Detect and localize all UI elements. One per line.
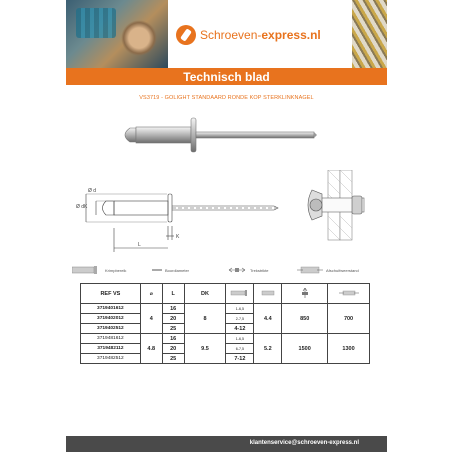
shear-icon bbox=[339, 289, 359, 297]
header-dk: DK bbox=[184, 284, 226, 304]
technical-sheet-page bbox=[66, 0, 387, 452]
tensile-icon bbox=[227, 266, 247, 274]
installed-rivet-drawing bbox=[308, 170, 364, 240]
header-shear-icon bbox=[328, 284, 370, 304]
header-banner bbox=[66, 0, 387, 68]
table-row: 3719481612 4.8 16 9.5 1-6,5 5.2 1500 1300 bbox=[81, 334, 370, 344]
tools-photo bbox=[66, 0, 168, 68]
header-ref: REF VS bbox=[81, 284, 141, 304]
dim-k-label: K bbox=[176, 234, 180, 240]
page-title: Technisch blad bbox=[183, 69, 270, 84]
header-grip-icon bbox=[226, 284, 254, 304]
legend-item-afschuifweerstand: Afschuifweerstand bbox=[297, 266, 359, 274]
tensile-icon bbox=[298, 288, 312, 298]
grip-range-icon bbox=[230, 289, 250, 297]
header-drill-icon bbox=[254, 284, 282, 304]
header-diameter: Ø bbox=[140, 284, 162, 304]
dimension-drawing bbox=[86, 194, 278, 252]
screws-photo bbox=[352, 0, 387, 68]
dim-dk-label: Ø dK bbox=[76, 204, 88, 210]
brand-name: Schroeven-express.nl bbox=[200, 28, 321, 42]
table-row: 3719402012 20 2-7,5 bbox=[81, 314, 370, 324]
header-length: L bbox=[162, 284, 184, 304]
screw-logo-icon bbox=[176, 25, 196, 45]
product-subtitle: VS3719 - GOLIGHT STANDAARD RONDE KOP STERKLINKNAGEL bbox=[139, 95, 314, 101]
rivet-illustration bbox=[118, 113, 318, 158]
table-header-row bbox=[81, 284, 370, 304]
legend-item-trekstrikte: Trekstrikte bbox=[227, 266, 269, 274]
table-row: 3719482112 20 6-7,5 bbox=[81, 344, 370, 354]
footer-bar bbox=[66, 436, 387, 452]
technical-drawings bbox=[66, 170, 387, 255]
drill-icon bbox=[152, 266, 162, 274]
drill-icon bbox=[261, 289, 275, 297]
dim-d-label: Ø d bbox=[88, 188, 97, 194]
legend-item-boordiameter: Boordiameter bbox=[152, 266, 189, 274]
table-row: 3719402512 25 4-12 bbox=[81, 324, 370, 334]
brand-logo[interactable] bbox=[168, 0, 352, 68]
title-bar bbox=[66, 68, 387, 85]
table-row: 3719482512 25 7-12 bbox=[81, 354, 370, 364]
legend-item-krimpbereik: Krimpbereik bbox=[72, 266, 126, 274]
legend bbox=[72, 266, 384, 280]
grip-range-icon bbox=[72, 266, 102, 274]
footer-email-link[interactable]: klantenservice@schroeven-express.nl bbox=[249, 440, 359, 446]
table-row: 3719401612 4 16 8 1-6,5 4.4 850 700 bbox=[81, 304, 370, 314]
header-tensile-icon bbox=[282, 284, 328, 304]
specification-table bbox=[80, 283, 370, 364]
dim-l-label: L bbox=[138, 242, 141, 248]
shear-icon bbox=[297, 266, 323, 274]
